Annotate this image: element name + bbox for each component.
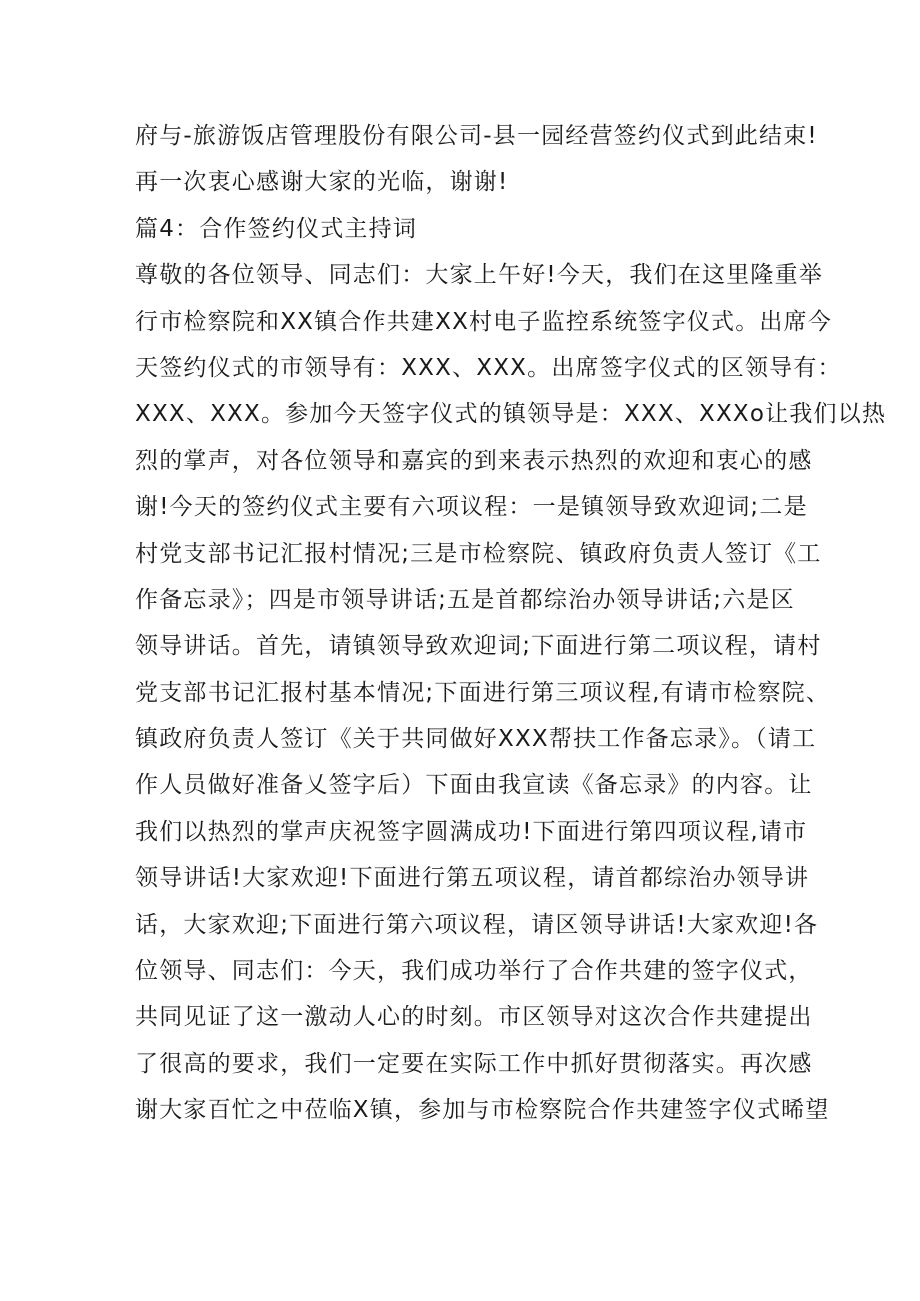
text-line: 领导讲话。首先，请镇领导致欢迎词;下面进行第二项议程，请村 (135, 633, 822, 660)
text-line: 领导讲话!大家欢迎!下面进行第五项议程，请首都综治办领导讲 (135, 865, 810, 892)
text-line: 党支部书记汇报村基本情况;下面进行第三项议程,有请市检察院、 (135, 679, 831, 706)
text-line: 镇政府负责人签订《关于共同做好XXX帮扶工作备忘录》。（请工 (135, 726, 817, 753)
text-line: XXX、XXX。参加今天签字仪式的镇领导是：XXX、XXXo让我们以热 (135, 401, 887, 428)
text-line: 再一次衷心感谢大家的光临，谢谢! (135, 169, 509, 196)
text-line: 话，大家欢迎;下面进行第六项议程，请区领导讲话!大家欢迎!各 (135, 911, 819, 938)
text-line: 位领导、同志们：今天，我们成功举行了合作共建的签字仪式， (135, 958, 813, 985)
text-line: 了很高的要求，我们一定要在实际工作中抓好贯彻落实。再次感 (135, 1050, 813, 1077)
text-line: 天签约仪式的市领导有：XXX、XXX。出席签字仪式的区领导有： (135, 354, 842, 381)
section-heading: 篇4：合作签约仪式主持词 (135, 215, 418, 242)
text-line: 行市检察院和XX镇合作共建XX村电子监控系统签字仪式。出席今 (135, 308, 833, 335)
text-line: 府与-旅游饭店管理股份有限公司-县一园经营签约仪式到此结束! (135, 123, 818, 149)
text-line: 谢!今天的签约仪式主要有六项议程：一是镇领导致欢迎词;二是 (135, 494, 808, 521)
text-line: 作人员做好准备乂签字后）下面由我宣读《备忘录》的内容。让 (135, 772, 813, 799)
text-line: 烈的掌声，对各位领导和嘉宾的到来表示热烈的欢迎和衷心的感 (135, 447, 813, 474)
text-line: 尊敬的各位领导、同志们：大家上午好!今天，我们在这里隆重举 (135, 262, 824, 289)
text-line: 共同见证了这一激动人心的时刻。市区领导对这次合作共建提出 (135, 1004, 813, 1031)
text-line: 我们以热烈的掌声庆祝签字圆满成功!下面进行第四项议程,请市 (135, 818, 808, 845)
text-line: 谢大家百忙之中莅临X镇，参加与市检察院合作共建签字仪式晞望 (135, 1097, 830, 1124)
body-text (135, 113, 887, 1134)
text-line: 作备忘录》；四是市领导讲话;五是首都综治办领导讲话;六是区 (135, 586, 795, 613)
text-line: 村党支部书记汇报村情况;三是市检察院、镇政府负责人签订《工 (135, 540, 822, 567)
